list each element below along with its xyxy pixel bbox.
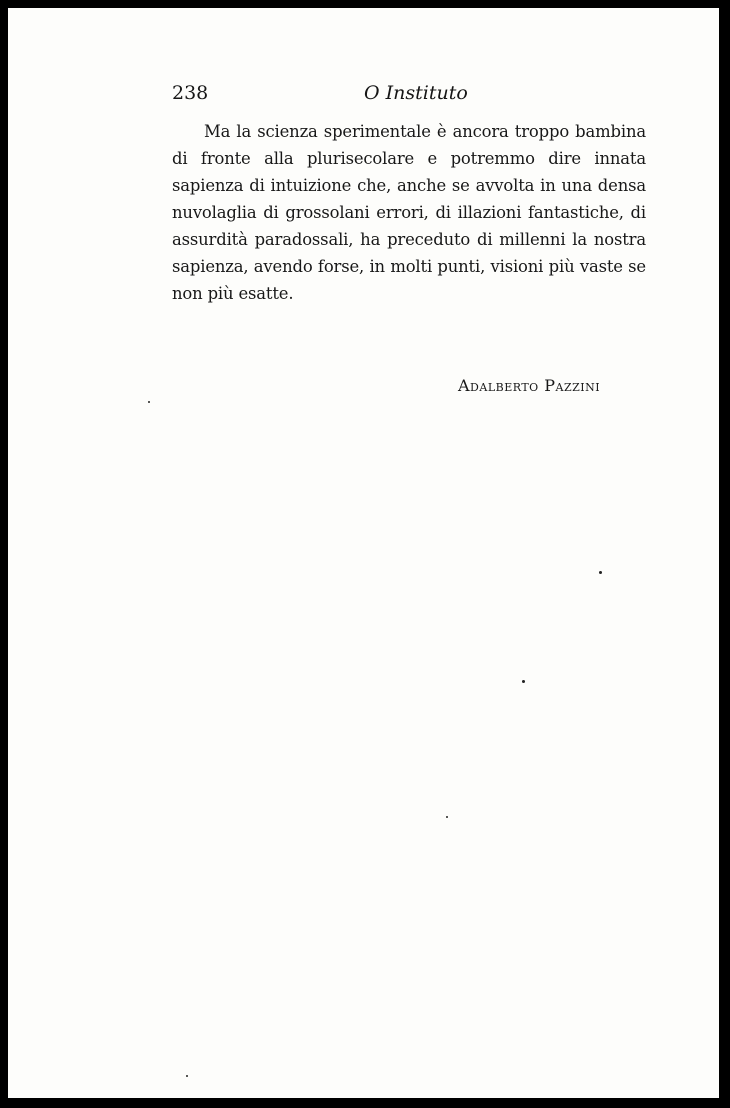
scan-speck [599,571,602,574]
body-paragraph: Ma la scienza sperimentale è ancora troppo bambina di fronte alla plurisecolare e potremmo dire innata sapienza di intuizione che, anche se avvolta in una densa nuvolaglia di grossolani errori, di illazioni fantastiche, di assurdità paradossali, ha preceduto di millenni la nostra sapienza, avendo forse, in molti punti, visioni più vaste se non più esatte. [172,122,646,303]
author-signature: Adalberto Pazzini [458,376,601,395]
scan-speck [522,680,525,683]
scan-speck [186,1075,188,1077]
running-title: O Instituto [364,82,468,104]
scan-speck [148,401,150,403]
page-number: 238 [172,82,209,104]
document-page [8,8,719,1098]
scan-speck [446,816,448,818]
